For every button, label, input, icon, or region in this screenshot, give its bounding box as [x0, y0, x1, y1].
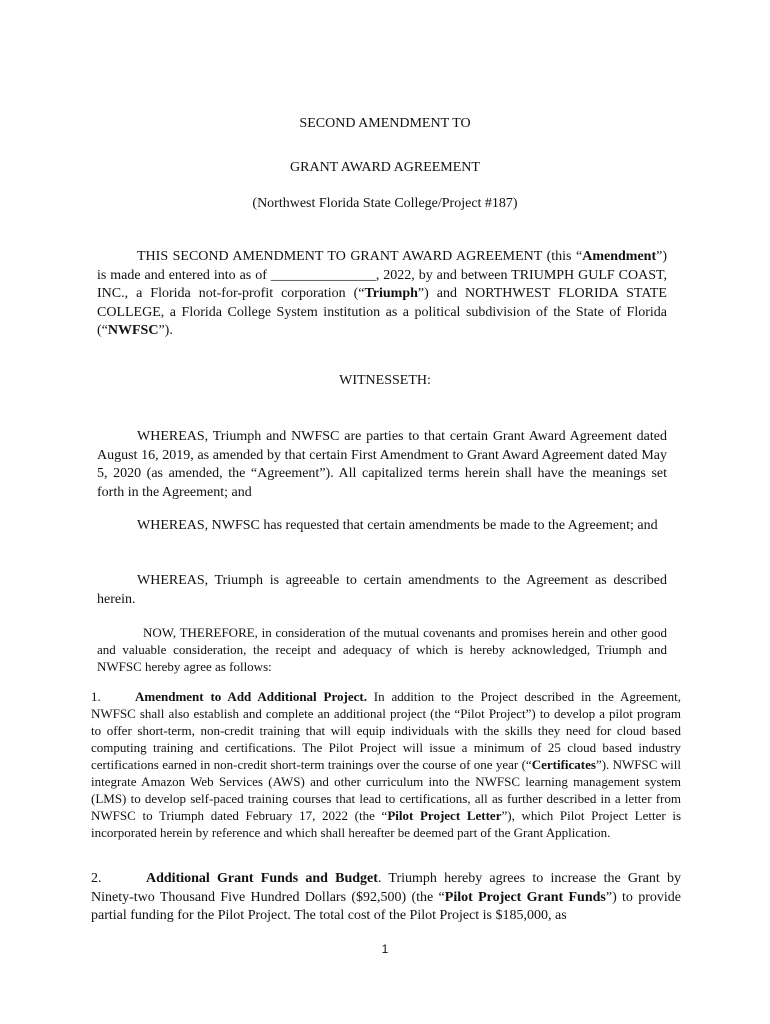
- page-number: 1: [381, 942, 389, 956]
- whereas-paragraph-2: WHEREAS, NWFSC has requested that certain amendments be made to the Agreement; and: [137, 518, 658, 533]
- section-1-paragraph: 1. Amendment to Add Additional Project. In addition to the Project described in the Agreement, NWFSC shall also establish and complete an additional project (the “Pilot Project”) to develop a pilot program to offer short-term, non-credit training that will equip individuals with the skills they need for cloud based computing training and certifications. The Pilot Project will issue a minimum of 25 cloud based industry certifications earned in non-credit short-term trainings over the course of one year (“Certificates”). NWFSC will integrate Amazon Web Services (AWS) and other curriculum into the NWFSC learning management system (LMS) to develop self-paced training courses that lead to certifications, all as further described in a letter from NWFSC to Triumph dated February 17, 2022 (the “Pilot Project Letter”), which Pilot Project Letter is incorporated herein by reference and which shall hereafter be deemed part of the Grant Application.: [91, 689, 682, 840]
- section-2-paragraph: 2. Additional Grant Funds and Budget. Triumph hereby agrees to increase the Grant by Ninety-two Thousand Five Hundred Dollars ($92,500) (the “Pilot Project Grant Funds”) to provide partial funding for the Pilot Project. The total cost of the Pilot Project is $185,000, as: [91, 871, 682, 923]
- whereas-paragraph-3: WHEREAS, Triumph is agreeable to certain amendments to the Agreement as described herein.: [97, 573, 667, 607]
- title-line-2: GRANT AWARD AGREEMENT: [290, 160, 480, 175]
- now-therefore-paragraph: NOW, THEREFORE, in consideration of the mutual covenants and promises herein and other good and valuable consideration, the receipt and adequacy of which is hereby acknowledged, Triumph and NWFSC hereby agree as follows:: [97, 625, 667, 674]
- whereas-paragraph-1: WHEREAS, Triumph and NWFSC are parties to that certain Grant Award Agreement dated August 16, 2019, as amended by that certain First Amendment to Grant Award Agreement dated May 5, 2020 (as amended, the “Agreement”). All capitalized terms herein shall have the meanings set forth in the Agreement; and: [97, 429, 667, 500]
- intro-paragraph: THIS SECOND AMENDMENT TO GRANT AWARD AGREEMENT (this “Amendment”) is made and entered into as of _______________, 2022, by and between TRIUMPH GULF COAST, INC., a Florida not-for-profit corporation (“Triumph”) and NORTHWEST FLORIDA STATE COLLEGE, a Florida College System institution as a political subdivision of the State of Florida (“NWFSC”).: [97, 249, 667, 338]
- title-line-1: SECOND AMENDMENT TO: [299, 116, 471, 131]
- witnesseth-heading: WITNESSETH:: [339, 373, 431, 388]
- title-line-3: (Northwest Florida State College/Project #187): [252, 196, 518, 211]
